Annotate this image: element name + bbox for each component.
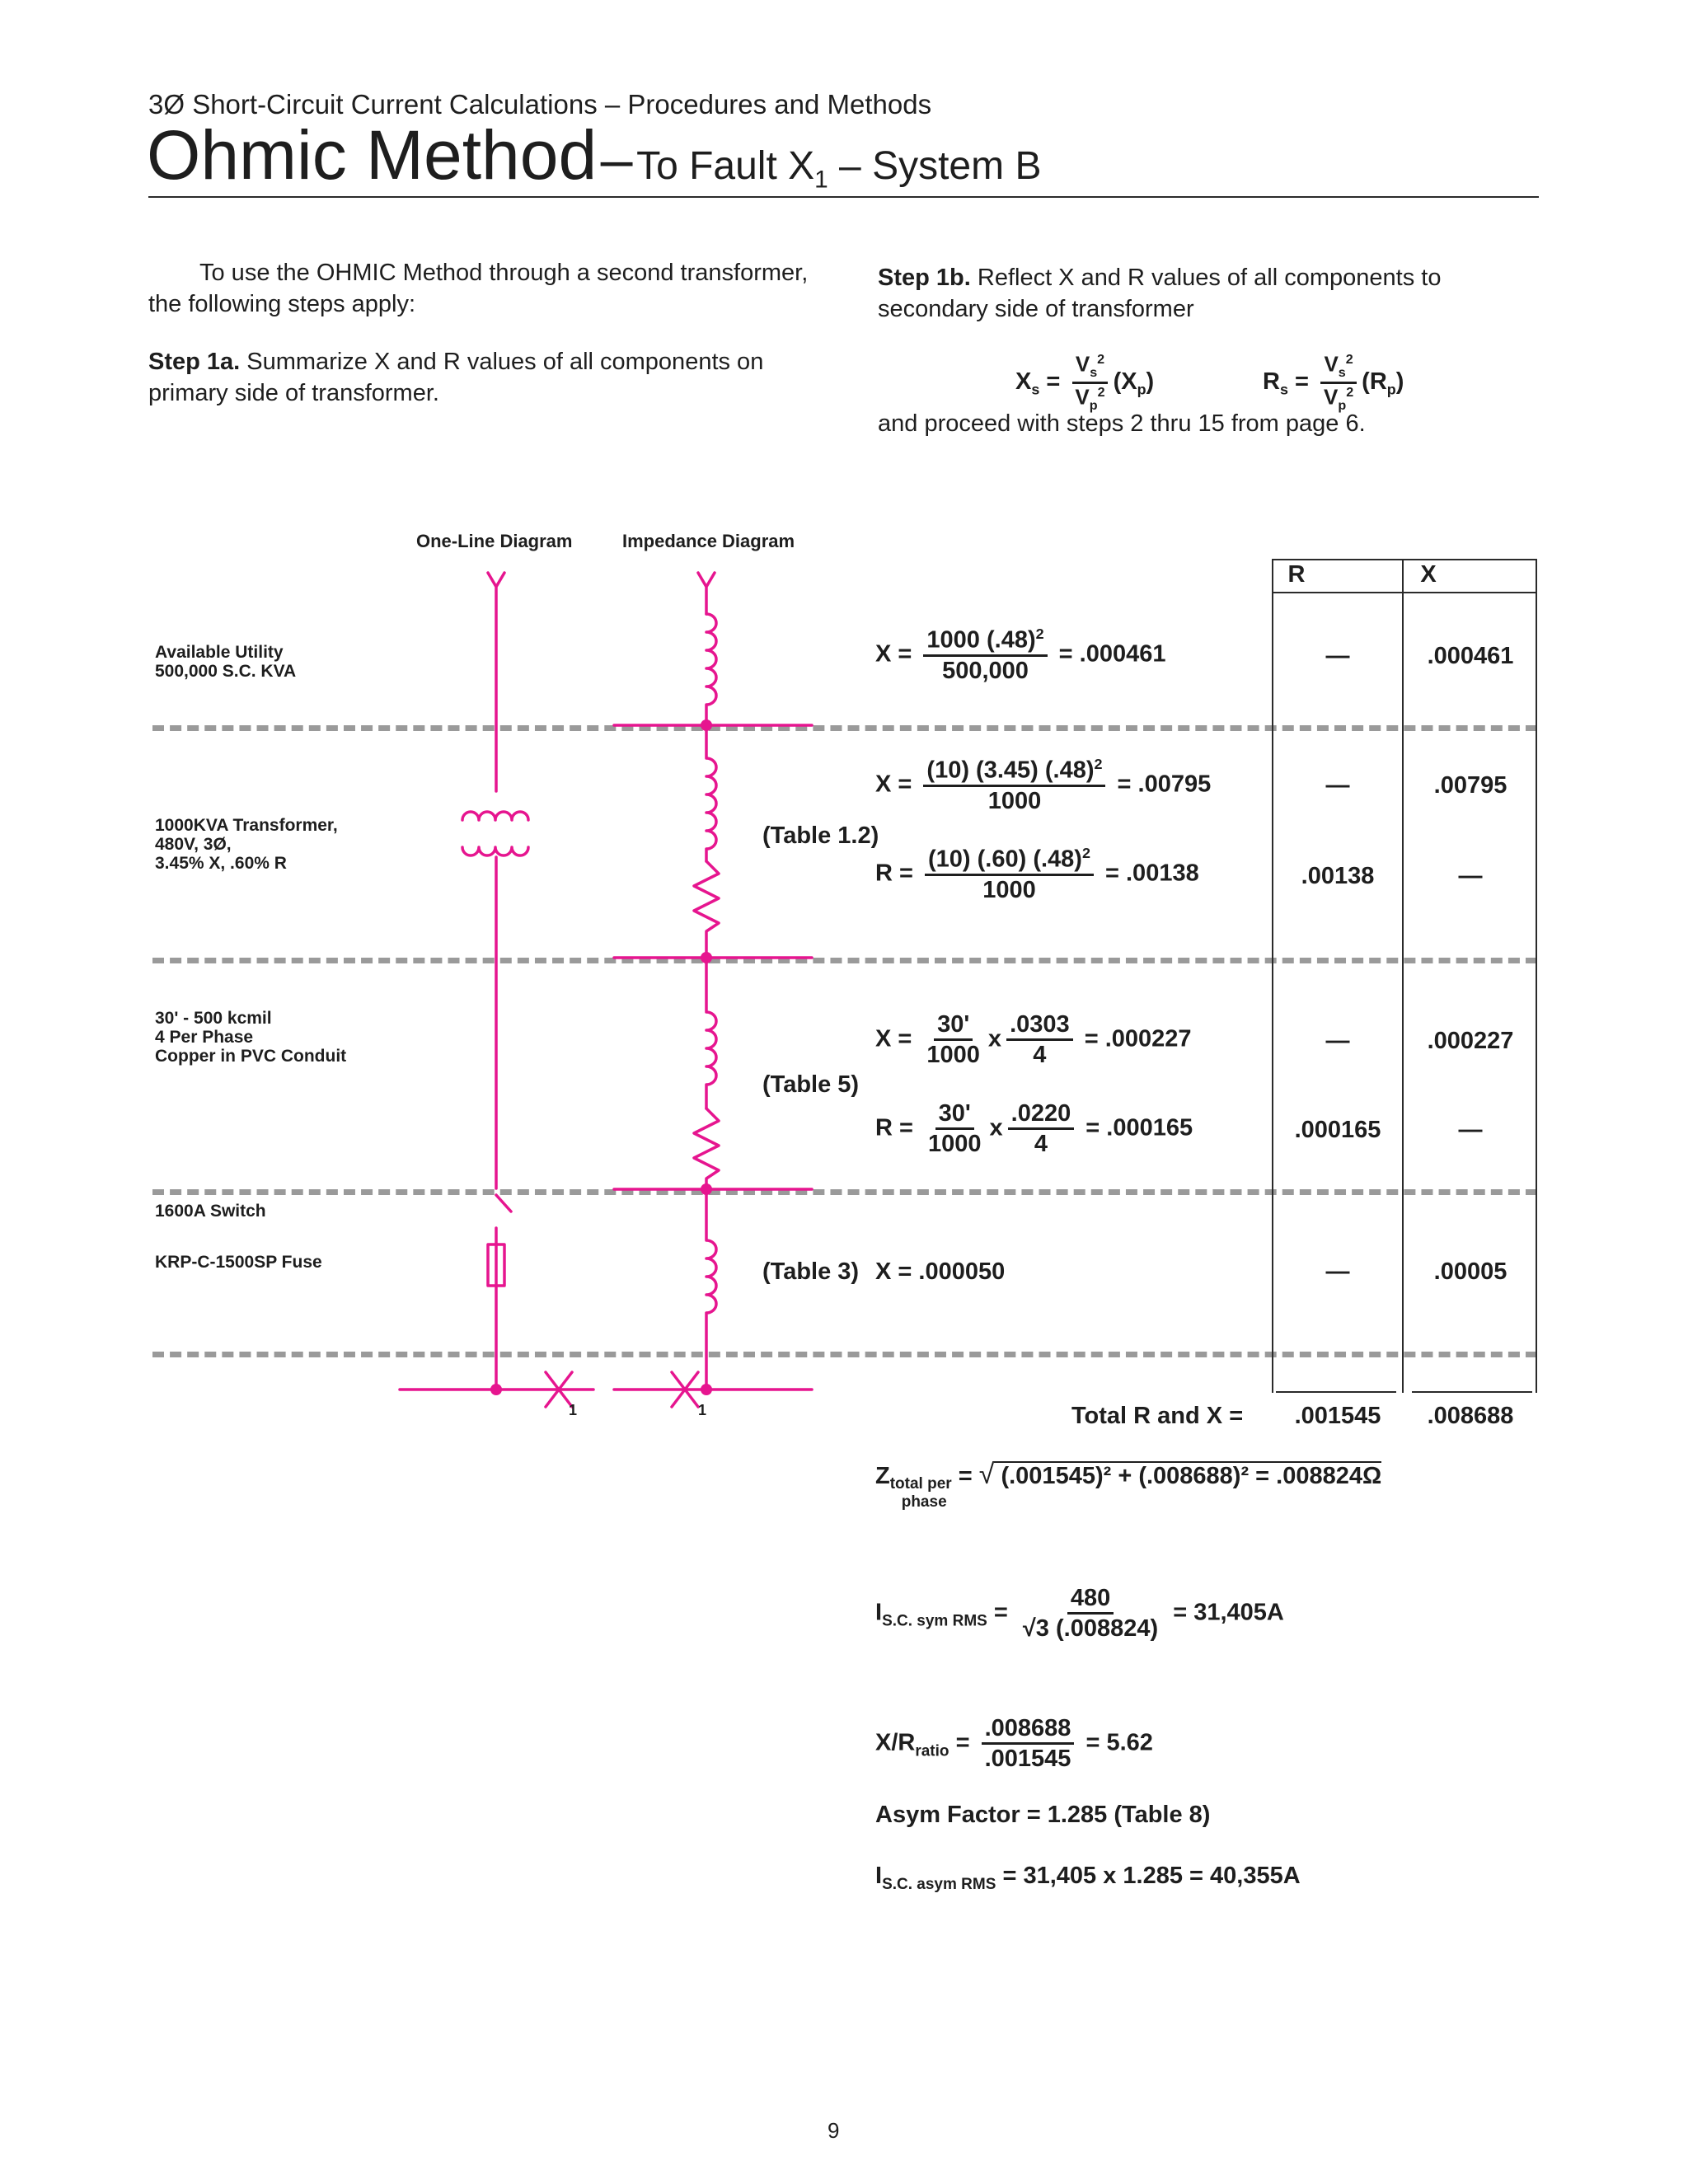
fault-node-one-line (490, 1384, 502, 1395)
table-ref-1-2: (Table 1.2) (762, 823, 879, 849)
asym-factor: Asym Factor = 1.285 (Table 8) (875, 1802, 1211, 1828)
total-r: .001545 (1294, 1403, 1381, 1429)
eq-z-total: Ztotal per phase = √ (.001545)² + (.008688)² = .008824Ω (875, 1459, 1382, 1511)
table-header-rule (1272, 592, 1537, 593)
eq-xfmr-r: R = $\frac{(10) (.60) (.48)^2}{1000}$ = .00138 (875, 845, 1199, 904)
one-line-source-arrow (488, 573, 504, 791)
fault-node-impedance (701, 1384, 712, 1395)
eq-cable-x: X = $\frac{30'}{1000}$ x $\frac{.0303}{4}$ = .000227 (875, 1011, 1192, 1069)
header-kicker: 3Ø Short-Circuit Current Calculations – Procedures and Methods (148, 89, 932, 120)
row-xfmr-r-x: — (1458, 863, 1483, 889)
cable-resistance-icon (694, 1108, 719, 1189)
xfmr-reactance-icon (706, 725, 716, 861)
row-fuse-r: — (1325, 1258, 1350, 1285)
proceed-text: and proceed with steps 2 thru 15 from page 6. (878, 410, 1366, 437)
one-line-title: One-Line Diagram (416, 531, 573, 551)
row-xfmr-x-r: — (1325, 772, 1350, 799)
row-cable-r-x: — (1458, 1117, 1483, 1143)
eq-isc-sym: $I_{S.C. sym RMS}$ = $\frac{480}{√3 (.008824)}$ = 31,405A (875, 1585, 1284, 1643)
switch-icon (496, 1195, 511, 1244)
col-header-x: X (1420, 561, 1437, 588)
eq-xr-ratio: $X/R_{ratio}$ = $\frac{.008688}{.001545}$ = 5.62 (875, 1715, 1153, 1773)
title-sub: To Fault $X_1$ – System B (636, 144, 1042, 194)
eq-cable-r: R = $\frac{30'}{1000}$ x $\frac{.0220}{4}$ = .000165 (875, 1100, 1193, 1158)
row-xfmr-x-x: .00795 (1433, 772, 1507, 799)
intro-paragraph: To use the OHMIC Method through a second transformer, the following steps apply: (148, 260, 809, 317)
total-x: .008688 (1427, 1403, 1514, 1429)
page-number: 9 (828, 2118, 840, 2143)
table-top-rule (1272, 559, 1537, 560)
bus-node-2 (701, 952, 712, 963)
col-header-r: R (1287, 561, 1306, 588)
row-cable-x-x: .000227 (1427, 1028, 1514, 1054)
step-1b: Step 1b. Reflect X and R values of all components to secondary side of transformer (878, 265, 1442, 322)
component-utility: Available Utility 500,000 S.C. KVA (155, 643, 297, 681)
table-ref-5: (Table 5) (762, 1071, 860, 1098)
formula-xs: $X_s$ = $\frac{V_s^2}{V_p^2}$ $(X_p)$ (1015, 351, 1155, 413)
component-transformer: 1000KVA Transformer, 480V, 3Ø, 3.45% X, .60% R (155, 816, 338, 873)
eq-fuse-x: X = .000050 (875, 1258, 1006, 1285)
component-cable: 30' - 500 kcmil 4 Per Phase Copper in PVC Conduit (155, 1009, 347, 1066)
eq-isc-asym: $I_{S.C. asym RMS} = 31,405$ x 1.285 = 40,355A (875, 1863, 1301, 1893)
bus-node-3 (701, 1183, 712, 1195)
row-cable-x-r: — (1325, 1028, 1350, 1054)
step-1a: Step 1a. Summarize X and R values of all components on primary side of transformer. (148, 349, 764, 406)
table-ref-3: (Table 3) (762, 1258, 860, 1285)
fault-index-one-line: 1 (569, 1402, 578, 1418)
row-fuse-x: .00005 (1433, 1258, 1507, 1285)
row-cable-r-r: .000165 (1294, 1117, 1381, 1143)
transformer-secondary-icon (462, 847, 528, 855)
impedance-source-arrow (698, 573, 715, 614)
row-xfmr-r-r: .00138 (1301, 863, 1375, 889)
row-utility-r: — (1325, 643, 1350, 669)
row-utility-x: .000461 (1427, 643, 1514, 669)
formula-rs: $R_s$ = $\frac{V_s^2}{V_p^2}$ $(R_p)$ (1263, 351, 1404, 413)
utility-reactance-icon (706, 614, 716, 725)
title-main: Ohmic Method (147, 116, 598, 194)
fuse-reactance-icon (706, 1189, 716, 1390)
bus-node-1 (701, 719, 712, 731)
fault-index-impedance: 1 (698, 1402, 707, 1418)
component-switch: 1600A Switch (155, 1202, 266, 1221)
transformer-primary-icon (462, 812, 528, 820)
diagram-svg (0, 0, 824, 1451)
xfmr-resistance-icon (694, 861, 719, 958)
cable-reactance-icon (706, 958, 716, 1108)
eq-utility-x: X = $\frac{1000 (.48)^2}{500,000}$ = .000461 (875, 626, 1166, 685)
title-dash: – (600, 127, 633, 191)
component-fuse: KRP-C-1500SP Fuse (155, 1253, 322, 1272)
total-label: Total R and X = (1071, 1403, 1244, 1429)
total-rule-x (1412, 1391, 1532, 1393)
total-rule-r (1276, 1391, 1396, 1393)
impedance-title: Impedance Diagram (622, 531, 795, 551)
eq-xfmr-x: X = $\frac{(10) (3.45) (.48)^2}{1000}$ = .00795 (875, 756, 1212, 815)
